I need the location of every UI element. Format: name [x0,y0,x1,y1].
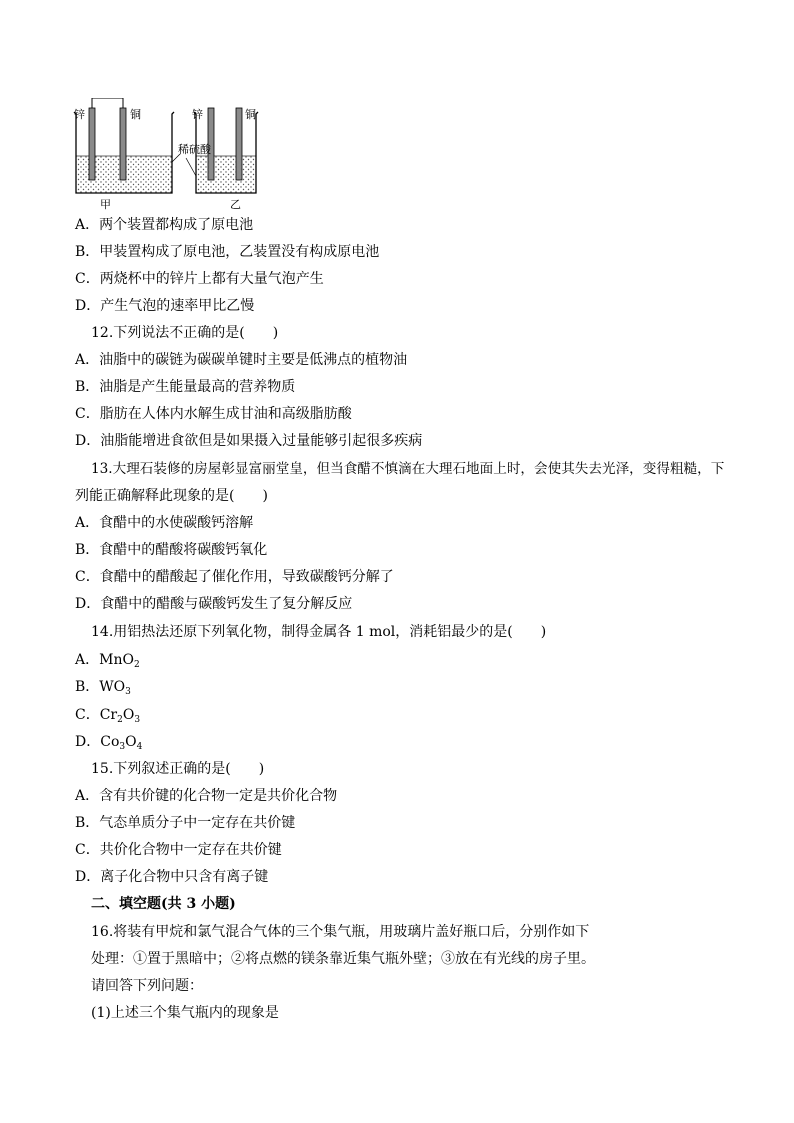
q13-stem-line2: 列能正确解释此现象的是( ) [75,488,268,504]
q15-option-d: D．离子化合物中只含有离子键 [75,869,269,885]
zinc-label-jia: 锌 [74,108,85,121]
q11-option-a: A．两个装置都构成了原电池 [75,217,254,233]
section-heading-fill-in: 二、填空题(共 3 小题) [91,896,236,912]
q11-option-c: C．两烧杯中的锌片上都有大量气泡产生 [75,271,324,287]
q16-line2: 处理：①置于黑暗中；②将点燃的镁条靠近集气瓶外壁；③放在有光线的房子里。 [91,951,595,967]
q15-option-a: A．含有共价键的化合物一定是共价化合物 [75,788,338,804]
zinc-label-yi: 锌 [192,108,203,121]
q14-option-c: C．$Cr_2O_3$ [75,707,141,725]
q12-option-b: B．油脂是产生能量最高的营养物质 [75,379,296,395]
q12-stem: 12.下列说法不正确的是( ) [91,325,279,341]
zinc-electrode-jia [89,108,95,180]
q12-option-a: A．油脂中的碳链为碳碳单键时主要是低沸点的植物油 [75,352,408,368]
copper-electrode-yi [236,108,242,180]
q13-option-c: C．食醋中的醋酸起了催化作用，导致碳酸钙分解了 [75,569,394,585]
copper-electrode-jia [120,108,126,180]
copper-label-yi: 铜 [245,108,256,121]
beaker-jia [74,98,174,193]
q15-stem: 15.下列叙述正确的是( ) [91,761,265,777]
q14-stem: 14.用铝热法还原下列氧化物，制得金属各 1 mol，消耗铝最少的是( ) [91,624,547,640]
q13-stem-line1: 13.大理石装修的房屋彰显富丽堂皇，但当食醋不慎滴在大理石地面上时，会使其失去光泽，变得粗糙，下 [91,461,725,477]
q14-option-b: B．$WO_3$ [75,679,131,697]
q13-option-d: D．食醋中的醋酸与碳酸钙发生了复分解反应 [75,596,353,612]
q16-line4: (1)上述三个集气瓶内的现象是 [91,1005,279,1021]
q12-option-c: C．脂肪在人体内水解生成甘油和高级脂肪酸 [75,406,352,422]
q15-option-c: C．共价化合物中一定存在共价键 [75,842,282,858]
beaker-yi-label: 乙 [230,198,241,210]
q11-option-b: B．甲装置构成了原电池，乙装置没有构成原电池 [75,244,380,260]
beaker-jia-label: 甲 [100,198,111,210]
acid-label: 稀硫酸 [178,143,211,156]
copper-label-jia: 铜 [130,108,141,121]
q15-option-b: B．气态单质分子中一定存在共价键 [75,815,296,831]
q12-option-d: D．油脂能增进食欲但是如果摄入过量能够引起很多疾病 [75,433,423,449]
q16-line3: 请回答下列问题： [91,978,203,994]
q13-option-a: A．食醋中的水使碳酸钙溶解 [75,515,254,531]
q14-option-a: A．MnO$_2$ [75,652,140,670]
galvanic-cell-figure [72,98,292,210]
q11-option-d: D．产生气泡的速率甲比乙慢 [75,298,255,314]
q13-option-b: B．食醋中的醋酸将碳酸钙氧化 [75,542,268,558]
q16-line1: 16.将装有甲烷和氯气混合气体的三个集气瓶，用玻璃片盖好瓶口后，分别作如下 [91,924,590,940]
connecting-wire [92,98,123,108]
q14-option-d: D．$Co_3O_4$ [75,734,143,752]
